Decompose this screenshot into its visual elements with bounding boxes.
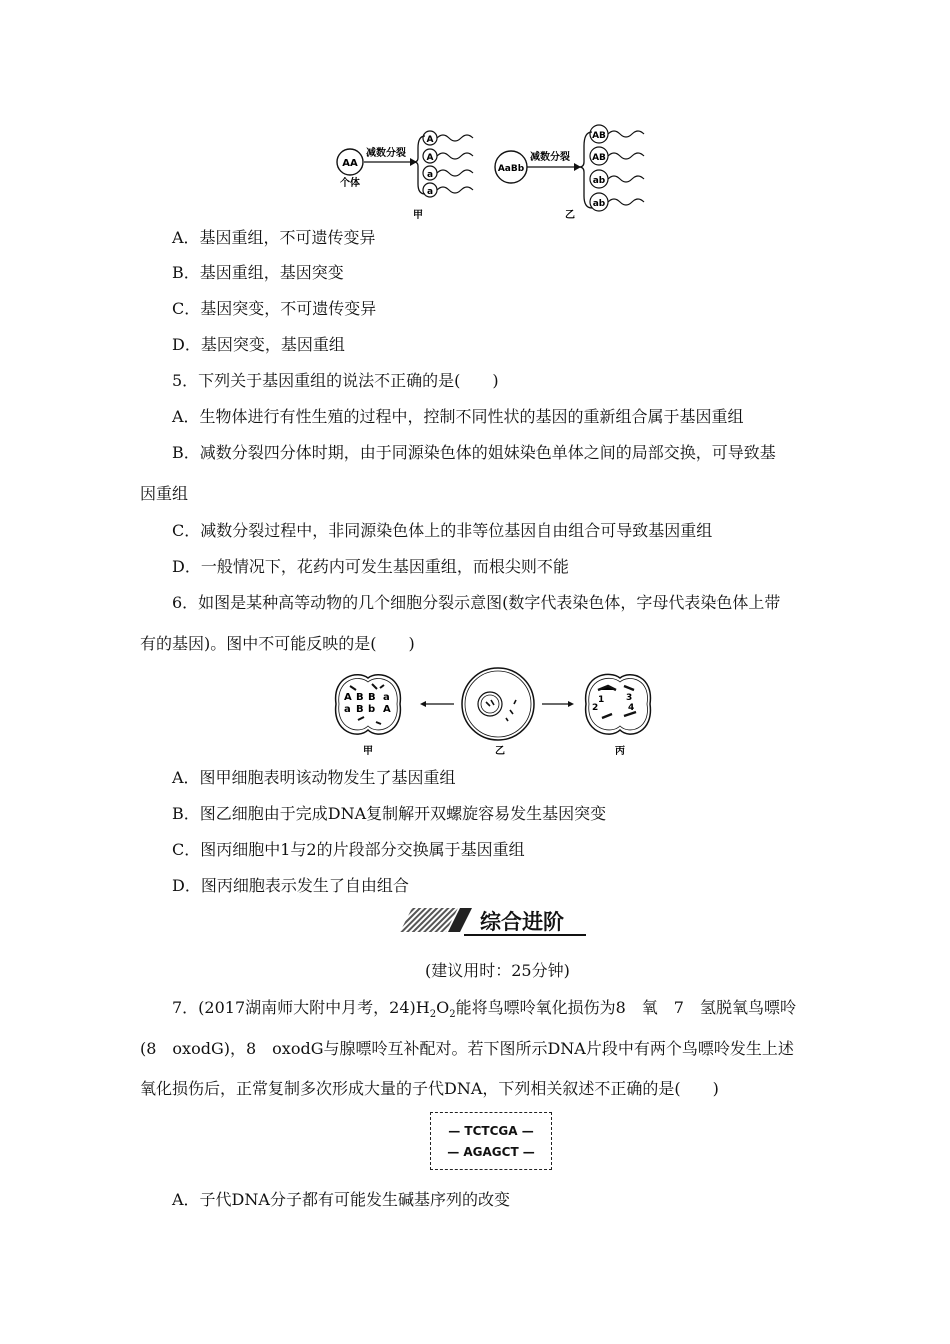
q5-option-a: A．生物体进行有性生殖的过程中，控制不同性状的基因的重新组合属于基因重组: [172, 407, 744, 426]
svg-text:甲: 甲: [413, 210, 423, 221]
svg-text:AB: AB: [592, 131, 606, 141]
q5-option-b-cont: 因重组: [140, 484, 189, 503]
q6-option-a: A．图甲细胞表明该动物发生了基因重组: [172, 768, 456, 787]
gamete-list-right: [590, 125, 644, 211]
cell-AaBb: [495, 151, 527, 183]
q4-option-a: A．基因重组，不可遗传变异: [172, 228, 376, 247]
q7-option-a: A．子代DNA分子都有可能发生碱基序列的改变: [172, 1190, 510, 1209]
svg-text:乙: 乙: [495, 746, 505, 757]
q5-option-d: D．一般情况下，花药内可发生基因重组，而根尖则不能: [172, 557, 569, 576]
svg-text:AaBb: AaBb: [497, 164, 525, 174]
svg-text:a: a: [426, 170, 434, 180]
svg-text:减数分裂: 减数分裂: [530, 152, 570, 163]
cell-division-figure: [328, 664, 658, 762]
section-header: [400, 904, 590, 938]
cell-jia: [336, 675, 401, 734]
svg-text:丙: 丙: [615, 746, 625, 757]
svg-text:a: a: [426, 187, 434, 197]
q7-stem-line1: 7．(2017湖南师大附中月考，$24)H_2O_2$能将鸟嘌呤氧化损伤为8 氧 7 氢脱氧鸟嘌呤: [172, 998, 796, 1021]
svg-text:ab: ab: [592, 199, 606, 209]
q4-option-c: C．基因突变，不可遗传变异: [172, 299, 377, 318]
section-title: 综合进阶: [480, 910, 564, 934]
q6-stem-line2: 有的基因)。图中不可能反映的是( ): [140, 634, 415, 653]
svg-text:2: 2: [592, 703, 599, 713]
svg-text:4: 4: [628, 703, 635, 713]
cell-bing: [586, 674, 651, 734]
q5-option-b: B．减数分裂四分体时期，由于同源染色体的姐妹染色单体之间的局部交换，可导致基: [172, 443, 776, 462]
q6-option-d: D．图丙细胞表示发生了自由组合: [172, 876, 409, 895]
q5-stem: 5．下列关于基因重组的说法不正确的是( ): [172, 371, 499, 390]
cell-yi: [462, 668, 534, 740]
svg-text:AA: AA: [342, 158, 358, 169]
dna-top-strand: — TCTCGA —: [448, 1124, 534, 1138]
dna-fragment-box: [430, 1112, 552, 1170]
svg-text:个体: 个体: [340, 178, 360, 189]
q4-option-d: D．基因突变，基因重组: [172, 335, 345, 354]
q6-stem-line1: 6．如图是某种高等动物的几个细胞分裂示意图(数字代表染色体，字母代表染色体上带: [172, 593, 781, 612]
q5-option-c: C．减数分裂过程中，非同源染色体上的非等位基因自由组合可导致基因重组: [172, 521, 713, 540]
q4-option-b: B．基因重组，基因突变: [172, 263, 344, 282]
q7-stem-line3: 氧化损伤后，正常复制多次形成大量的子代DNA，下列相关叙述不正确的是( ): [140, 1079, 719, 1098]
svg-text:3: 3: [626, 693, 633, 703]
svg-text:a: a: [344, 704, 351, 715]
svg-text:A: A: [383, 704, 391, 715]
svg-text:甲: 甲: [363, 746, 373, 757]
svg-text:ab: ab: [592, 176, 606, 186]
q7-stem-line2: (8 oxodG)，8 oxodG与腺嘌呤互补配对。若下图所示DNA片段中有两个鸟嘌呤发生上述: [140, 1039, 794, 1058]
q6-option-b: B．图乙细胞由于完成DNA复制解开双螺旋容易发生基因突变: [172, 804, 607, 823]
dna-bottom-strand: — AGAGCT —: [447, 1145, 535, 1159]
meiosis-figure: [330, 122, 660, 224]
svg-text:A: A: [426, 153, 434, 163]
svg-text:b: b: [368, 704, 376, 715]
svg-text:乙: 乙: [565, 210, 575, 221]
svg-text:B: B: [356, 704, 364, 715]
svg-text:1: 1: [598, 695, 605, 705]
svg-text:A: A: [426, 135, 434, 145]
svg-text:A: A: [344, 692, 352, 703]
cell-AA: [337, 149, 363, 189]
svg-text:B: B: [356, 692, 364, 703]
svg-text:AB: AB: [592, 153, 606, 163]
svg-text:a: a: [383, 692, 390, 703]
svg-text:B: B: [368, 692, 376, 703]
suggested-time: (建议用时：25分钟): [425, 961, 570, 980]
q6-option-c: C．图丙细胞中1与2的片段部分交换属于基因重组: [172, 840, 525, 859]
gamete-list-left: [423, 131, 473, 197]
svg-text:减数分裂: 减数分裂: [366, 148, 406, 159]
